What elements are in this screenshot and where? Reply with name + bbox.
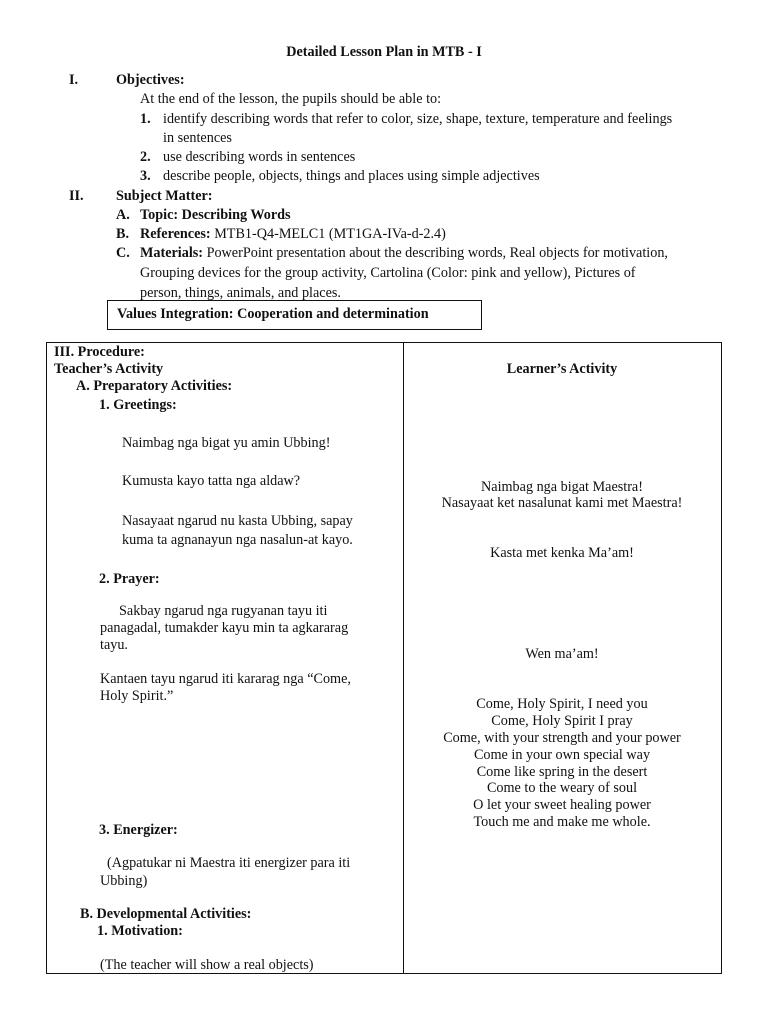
song-line: O let your sweet healing power	[473, 797, 651, 813]
values-integration-text: Values Integration: Cooperation and determination	[117, 306, 429, 322]
objective-text: identify describing words that refer to color, size, shape, texture, temperature and feelings	[163, 111, 673, 127]
subject-matter-heading: Subject Matter:	[116, 188, 213, 204]
teacher-line: Sakbay ngarud nga rugyanan tayu iti	[119, 603, 328, 619]
teacher-line: panagadal, tumakder kayu min ta agkararag	[100, 620, 349, 636]
learner-line: Wen ma’am!	[525, 646, 599, 662]
motivation-heading: 1. Motivation:	[97, 923, 183, 939]
objectives-intro: At the end of the lesson, the pupils should be able to:	[140, 91, 442, 107]
materials-label: Materials:	[140, 245, 204, 261]
teacher-line: Holy Spirit.”	[100, 688, 174, 704]
procedure-heading: III. Procedure:	[54, 344, 145, 360]
song-line: Come in your own special way	[473, 747, 651, 763]
learner-line: Nasayaat ket nasalunat kami met Maestra!	[441, 495, 683, 511]
objectives-numeral: I.	[69, 72, 79, 88]
teacher-line: (Agpatukar ni Maestra iti energizer para iti	[107, 855, 351, 871]
references-value: MTB1-Q4-MELC1 (MT1GA-IVa-d-2.4)	[210, 226, 446, 242]
materials-line-3: person, things, animals, and places.	[140, 285, 341, 301]
teacher-activity-heading: Teacher’s Activity	[54, 361, 164, 377]
objective-number: 2.	[140, 149, 151, 165]
document-title: Detailed Lesson Plan in MTB - I	[286, 44, 482, 60]
objective-text: describe people, objects, things and places using simple adjectives	[163, 168, 540, 184]
song-line: Come, Holy Spirit I pray	[491, 713, 633, 729]
teacher-line: tayu.	[100, 637, 128, 653]
objective-text: in sentences	[163, 130, 232, 146]
teacher-line: Ubbing)	[100, 873, 148, 889]
song-line: Touch me and make me whole.	[473, 814, 651, 830]
materials-value: PowerPoint presentation about the describing words, Real objects for motivation,	[203, 245, 668, 261]
objective-number: 1.	[140, 111, 151, 127]
teacher-line: Nasayaat ngarud nu kasta Ubbing, sapay	[122, 513, 353, 529]
materials-line-1	[140, 245, 668, 262]
subject-matter-numeral: II.	[69, 188, 84, 204]
song-line: Come like spring in the desert	[476, 764, 648, 780]
teacher-line: Kumusta kayo tatta nga aldaw?	[122, 473, 301, 489]
references-label: References:	[140, 226, 211, 242]
topic-letter: A.	[116, 207, 130, 223]
objective-text: use describing words in sentences	[163, 149, 356, 165]
song-line: Come to the weary of soul	[486, 780, 638, 796]
materials-line-2: Grouping devices for the group activity, Cartolina (Color: pink and yellow), Pictures of	[140, 265, 636, 281]
teacher-line: (The teacher will show a real objects)	[100, 957, 314, 973]
teacher-line: Naimbag nga bigat yu amin Ubbing!	[122, 435, 331, 451]
learner-activity-heading: Learner’s Activity	[506, 361, 618, 377]
objectives-heading: Objectives:	[116, 72, 185, 88]
teacher-line: Kantaen tayu ngarud iti kararag nga “Come,	[100, 671, 351, 687]
objective-number: 3.	[140, 168, 151, 184]
developmental-heading: B. Developmental Activities:	[80, 906, 252, 922]
materials-letter: C.	[116, 245, 130, 261]
learner-line: Kasta met kenka Ma’am!	[490, 545, 634, 561]
topic-label: Topic: Describing Words	[140, 207, 291, 223]
learner-line: Naimbag nga bigat Maestra!	[481, 479, 643, 495]
teacher-line: kuma ta agnanayun nga nasalun-at kayo.	[122, 532, 353, 548]
greetings-heading: 1. Greetings:	[99, 397, 177, 413]
references-line	[140, 226, 446, 243]
song-line: Come, with your strength and your power	[443, 730, 681, 746]
energizer-heading: 3. Energizer:	[99, 822, 178, 838]
prayer-heading: 2. Prayer:	[99, 571, 160, 587]
references-letter: B.	[116, 226, 130, 242]
preparatory-heading: A. Preparatory Activities:	[76, 378, 233, 394]
song-line: Come, Holy Spirit, I need you	[476, 696, 648, 712]
